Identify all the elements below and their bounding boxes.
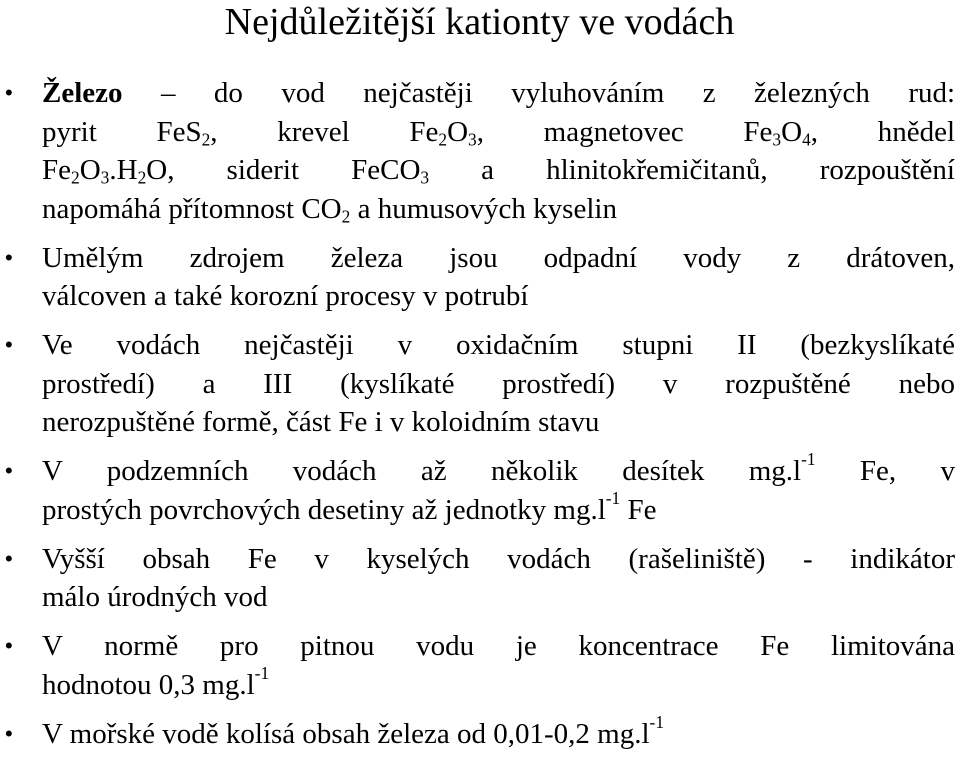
bold-term: Železo [42,77,123,109]
bullet-drinking-water-limit [0,627,955,704]
bullet-oxidation-states [0,326,955,442]
bullet-line: • Vyšší obsah Fe v kyselých vodách (rašeliniště) - indikátor [42,542,955,575]
bullet-line: hodnotou 0,3 $mg.l^{-1}$ [42,662,270,701]
bullet-line: prostých povrchových desetiny až jednotky $mg.l^{-1}$ Fe [42,487,657,526]
bullet-line: • Umělým zdrojem železa jsou odpadní vody z drátoven, [42,241,955,274]
bullet-artificial-sources [0,239,955,316]
slide-title: Nejdůležitější kationty ve vodách [224,1,735,43]
bullet-groundwater-content [0,449,955,529]
bullet-list [0,74,959,764]
bullet-iron-sources [0,74,955,228]
bullet-line: • Železo – do vod nejčastěji vyluhováním z železných rud: [42,77,956,109]
bullet-line: málo úrodných vod [42,581,268,613]
bullet-line: prostředí) a III (kyslíkaté prostředí) v rozpuštěné nebo [42,367,955,400]
bullet-line: $Fe_2O_3.H_2O$, siderit FeCO$_3$ a hlinitokřemičitanů, rozpouštění [42,154,955,188]
bullet-seawater-content [0,711,955,754]
bullet-line: napomáhá přítomnost $CO_2$ a humusových kyselin [42,192,617,226]
bullet-line: válcoven a také korozní procesy v potrubí [42,280,529,312]
bullet-line: • V mořské vodě kolísá obsah železa od 0,01-0,2 $mg.l^{-1}$ [42,711,665,750]
bullet-line: • Ve vodách nejčastěji v oxidačním stupni II (bezkyslíkaté [42,329,955,361]
bullet-acidic-waters [0,540,955,617]
bullet-line: • V podzemních vodách až několik desítek $mg.l^{-1}$ Fe, v [42,449,955,487]
bullet-line: pyrit FeS$_2$, krevel $Fe_2O_3$, magnetovec $Fe_3O_4$, hnědel [42,115,956,149]
bullet-line: • V normě pro pitnou vodu je koncentrace Fe limitována [42,630,955,662]
bullet-line: nerozpuštěné formě, část Fe i v koloidním stavu [42,406,600,438]
